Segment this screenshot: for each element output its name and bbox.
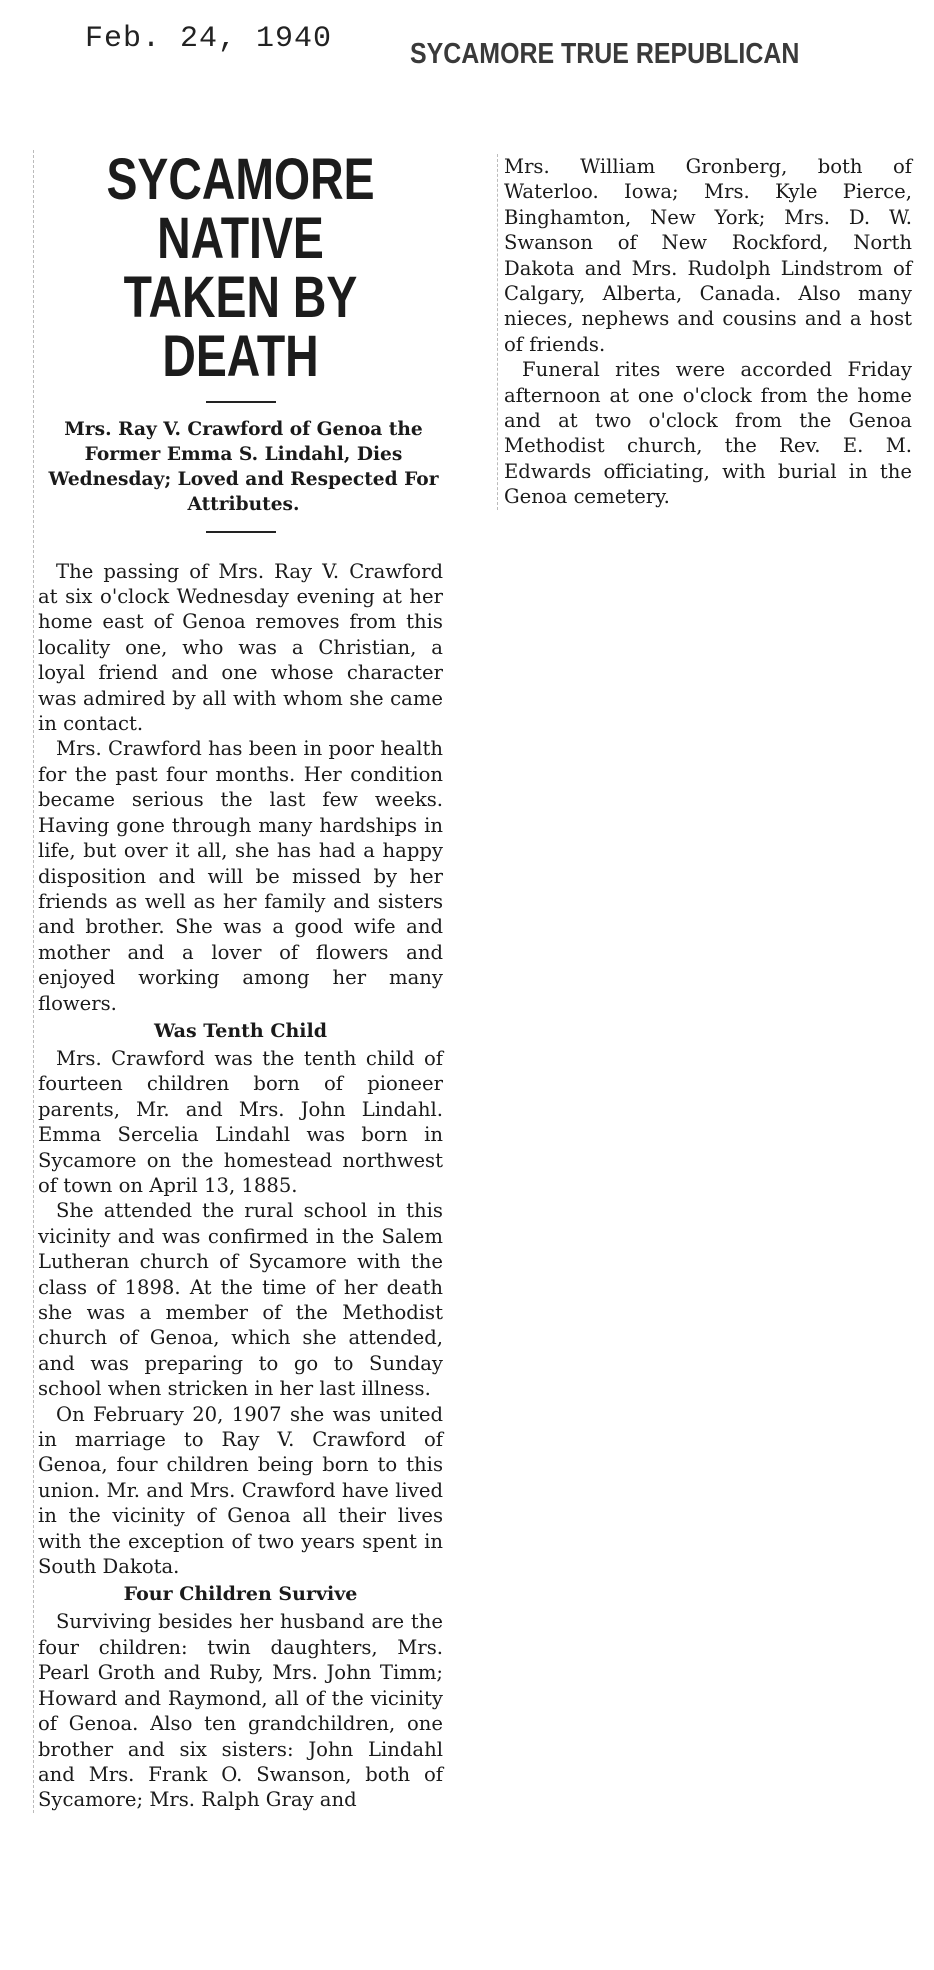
headline-line-2: TAKEN BY DEATH: [123, 265, 358, 390]
divider-rule: [206, 531, 276, 533]
paragraph: The passing of Mrs. Ray V. Crawford at six o'clock Wednesday evening at her home east of Genoa removes from this locality one, who was a Christian, a loyal friend and one whose character was admired by all with whom she came in contact.: [38, 559, 443, 736]
paragraph: On February 20, 1907 she was united in marriage to Ray V. Crawford of Genoa, four children being born to this union. Mr. and Mrs. Crawford have lived in the vicinity of Genoa all their lives with the exception of two years spent in South Dakota.: [38, 1402, 443, 1579]
subhead-tenth-child: Was Tenth Child: [153, 1019, 328, 1042]
subhead-four-children: Four Children Survive: [123, 1583, 358, 1606]
paragraph: She attended the rural school in this vicinity and was confirmed in the Salem Lutheran church of Sycamore with the class of 1898. At the time of her death she was a member of the Methodist church of Genoa, which she attended, and was preparing to go to Sunday school when stricken in her last illness.: [38, 1199, 443, 1401]
headline-line-1: SYCAMORE NATIVE: [106, 147, 375, 272]
clipping-date: Feb. 24, 1940: [85, 22, 333, 56]
deck-subtitle: Mrs. Ray V. Crawford of Genoa the Former Emma S. Lindahl, Dies Wednesday; Loved and Respected For Attributes.: [48, 418, 439, 515]
headline: [79, 147, 403, 390]
paragraph: Surviving besides her husband are the four children: twin daughters, Mrs. Pearl Groth and Ruby, Mrs. John Timm; Howard and Raymond, all of the vicinity of Genoa. Also ten grandchildren, one brother and six sisters: John Lindahl and Mrs. Frank O. Swanson, both of Sycamore; Mrs. Ralph Gray and: [38, 1610, 443, 1812]
paragraph: Mrs. Crawford has been in poor health for the past four months. Her condition became serious the last few weeks. Having gone through many hardships in life, but over it all, she has had a happy disposition and will be missed by her friends as well as her family and sisters and brother. She was a good wife and mother and a lover of flowers and enjoyed working among her many flowers.: [38, 737, 443, 1015]
paragraph: Mrs. Crawford was the tenth child of fourteen children born of pioneer parents, Mr. and Mrs. John Lindahl. Emma Sercelia Lindahl was born in Sycamore on the homestead northwest of town on April 13, 1885.: [38, 1046, 443, 1197]
newspaper-name-stamp: SYCAMORE TRUE REPUBLICAN: [410, 38, 800, 70]
paragraph: Mrs. William Gronberg, both of Waterloo. Iowa; Mrs. Kyle Pierce, Binghamton, New York; Mrs. D. W. Swanson of New Rockford, North Dakota and Mrs. Rudolph Lindstrom of Calgary, Alberta, Canada. Also many nieces, nephews and cousins and a host of friends.: [504, 155, 912, 356]
article-column-right: [497, 154, 912, 510]
article-column-left: [33, 147, 443, 1813]
divider-rule: [206, 401, 276, 403]
paragraph: Funeral rites were accorded Friday afternoon at one o'clock from the home and at two o'clock from the Genoa Methodist church, the Rev. E. M. Edwards officiating, with burial in the Genoa cemetery.: [504, 358, 912, 509]
